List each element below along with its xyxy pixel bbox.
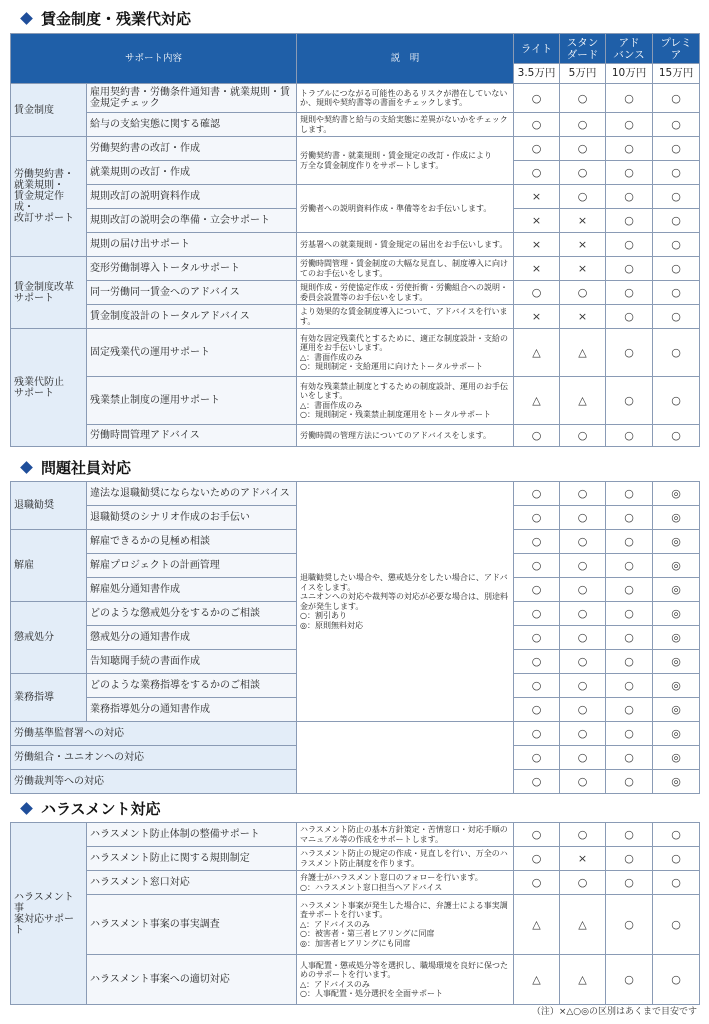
- mark-cell: ○: [606, 161, 653, 185]
- mark-cell: ○: [560, 650, 606, 674]
- mark-cell: ×: [560, 209, 606, 233]
- service-description: ハラスメント防止の基本方針策定・苦情窓口・対応手順のマニュアル等の作成をサポートします。: [297, 823, 514, 847]
- mark-cell: ○: [514, 722, 560, 746]
- mark-cell: ○: [560, 823, 606, 847]
- mark-cell: ○: [514, 626, 560, 650]
- service-description: 労働時間管理・賃金制度の大幅な見直し、制度導入に向けてのお手伝いをします。: [297, 257, 514, 281]
- section-title-problem-employee: [22, 458, 131, 478]
- mark-cell: ○: [606, 847, 653, 871]
- service-item: ハラスメント事案の事実調査: [87, 895, 297, 955]
- mark-cell: ◎: [653, 506, 700, 530]
- shared-description: 退職勧奨したい場合や、懲戒処分をしたい場合に、アドバイスをします。 ユニオンへの対応や裁判等の対応が必要な場合は、別途料金が発生します。 ○：割引あり ◎：原則無料対応: [297, 482, 514, 722]
- mark-cell: ○: [560, 871, 606, 895]
- mark-cell: ○: [560, 626, 606, 650]
- service-item: 固定残業代の運用サポート: [87, 329, 297, 377]
- mark-cell: ○: [653, 185, 700, 209]
- service-item: 雇用契約書・労働条件通知書・就業規則・賃金規定チェック: [87, 84, 297, 113]
- mark-cell: ◎: [653, 578, 700, 602]
- mark-cell: ◎: [653, 530, 700, 554]
- service-item: 規則の届け出サポート: [87, 233, 297, 257]
- mark-cell: ○: [653, 377, 700, 425]
- mark-cell: ○: [514, 698, 560, 722]
- service-item: 懲戒処分の通知書作成: [87, 626, 297, 650]
- blank-description: [297, 722, 514, 794]
- service-description: 労働時間の管理方法についてのアドバイスをします。: [297, 425, 514, 447]
- category-cell: 残業代防止 サポート: [11, 329, 87, 447]
- category-cell: 懲戒処分: [11, 602, 87, 674]
- mark-cell: ○: [653, 895, 700, 955]
- mark-cell: ○: [606, 674, 653, 698]
- mark-cell: ○: [514, 84, 560, 113]
- mark-cell: ○: [514, 554, 560, 578]
- service-item: どのような業務指導をするかのご相談: [87, 674, 297, 698]
- full-row-label: 労働基準監督署への対応: [11, 722, 297, 746]
- mark-cell: ○: [606, 185, 653, 209]
- mark-cell: ○: [606, 823, 653, 847]
- service-description: 規則や契約書と給与の支給実態に差異がないかをチェックします。: [297, 113, 514, 137]
- mark-cell: ◎: [653, 554, 700, 578]
- service-item: 告知聴聞手続の書面作成: [87, 650, 297, 674]
- diamond-bullet-icon: [20, 461, 33, 474]
- mark-cell: △: [560, 329, 606, 377]
- mark-cell: ○: [514, 650, 560, 674]
- category-cell: 退職勧奨: [11, 482, 87, 530]
- mark-cell: ○: [514, 113, 560, 137]
- category-cell: 解雇: [11, 530, 87, 602]
- mark-cell: ○: [606, 482, 653, 506]
- mark-cell: ○: [653, 257, 700, 281]
- service-item: 残業禁止制度の運用サポート: [87, 377, 297, 425]
- mark-cell: ○: [606, 233, 653, 257]
- plan-price: 3.5万円: [514, 64, 560, 84]
- mark-cell: ○: [514, 530, 560, 554]
- service-description: 弁護士がハラスメント窓口のフォローを行います。 ○：ハラスメント窓口担当へアドバイス: [297, 871, 514, 895]
- problem-employee-table: [10, 481, 700, 794]
- category-cell: ハラスメント事 案対応サポート: [11, 823, 87, 1005]
- mark-cell: ○: [560, 770, 606, 794]
- plan-price: 15万円: [653, 64, 700, 84]
- service-item: 就業規則の改訂・作成: [87, 161, 297, 185]
- plan-name: プレミア: [653, 34, 700, 64]
- mark-cell: ○: [514, 871, 560, 895]
- plan-name: スタン ダード: [560, 34, 606, 64]
- mark-cell: ○: [606, 257, 653, 281]
- mark-cell: ○: [653, 113, 700, 137]
- mark-cell: ◎: [653, 770, 700, 794]
- mark-cell: ○: [560, 530, 606, 554]
- service-item: 解雇プロジェクトの計画管理: [87, 554, 297, 578]
- service-description: 労働者への説明資料作成・準備等をお手伝いします。: [297, 185, 514, 233]
- footnote: （注）×△○◎の区別はあくまで目安です: [531, 1007, 697, 1017]
- service-description: 労基署への就業規則・賃金規定の届出をお手伝いします。: [297, 233, 514, 257]
- mark-cell: ◎: [653, 602, 700, 626]
- service-description: より効果的な賃金制度導入について、アドバイスを行います。: [297, 305, 514, 329]
- plan-price: 10万円: [606, 64, 653, 84]
- mark-cell: ○: [606, 530, 653, 554]
- service-item: 給与の支給実態に関する確認: [87, 113, 297, 137]
- mark-cell: ○: [560, 161, 606, 185]
- mark-cell: ○: [514, 137, 560, 161]
- service-item: 退職勧奨のシナリオ作成のお手伝い: [87, 506, 297, 530]
- service-item: 業務指導処分の通知書作成: [87, 698, 297, 722]
- mark-cell: ○: [606, 746, 653, 770]
- mark-cell: ○: [560, 578, 606, 602]
- service-description: ハラスメント防止の規定の作成・見直しを行い、万全のハラスメント防止制度を作ります。: [297, 847, 514, 871]
- mark-cell: ○: [514, 281, 560, 305]
- mark-cell: ◎: [653, 482, 700, 506]
- mark-cell: ◎: [653, 722, 700, 746]
- service-item: 賃金制度設計のトータルアドバイス: [87, 305, 297, 329]
- mark-cell: △: [514, 955, 560, 1005]
- mark-cell: ○: [606, 137, 653, 161]
- service-item: 解雇処分通知書作成: [87, 578, 297, 602]
- mark-cell: ○: [514, 770, 560, 794]
- mark-cell: ○: [606, 770, 653, 794]
- mark-cell: ×: [560, 233, 606, 257]
- service-description: トラブルにつながる可能性のあるリスクが潜在していないか、規則や契約書等の書面をチェックします。: [297, 84, 514, 113]
- mark-cell: ○: [606, 578, 653, 602]
- header-support: サポート内容: [11, 34, 297, 84]
- mark-cell: ○: [560, 425, 606, 447]
- full-row-label: 労働裁判等への対応: [11, 770, 297, 794]
- mark-cell: ○: [653, 425, 700, 447]
- mark-cell: △: [560, 377, 606, 425]
- mark-cell: ○: [653, 823, 700, 847]
- service-description: 労働契約書・就業規則・賃金規定の改訂・作成により 万全な賃金制度作りをサポートします。: [297, 137, 514, 185]
- mark-cell: ○: [560, 602, 606, 626]
- service-item: 労働契約書の改訂・作成: [87, 137, 297, 161]
- category-cell: 業務指導: [11, 674, 87, 722]
- mark-cell: ○: [560, 113, 606, 137]
- category-cell: 労働契約書・ 就業規則・ 賃金規定作成・ 改訂サポート: [11, 137, 87, 257]
- mark-cell: ○: [653, 305, 700, 329]
- service-item: ハラスメント防止に関する規則制定: [87, 847, 297, 871]
- mark-cell: ○: [606, 722, 653, 746]
- section-title-text: 問題社員対応: [41, 459, 132, 477]
- plan-name: アド バンス: [606, 34, 653, 64]
- mark-cell: ○: [606, 650, 653, 674]
- mark-cell: △: [514, 377, 560, 425]
- mark-cell: ○: [514, 602, 560, 626]
- mark-cell: ◎: [653, 650, 700, 674]
- mark-cell: ◎: [653, 698, 700, 722]
- service-item: 同一労働同一賃金へのアドバイス: [87, 281, 297, 305]
- mark-cell: △: [560, 955, 606, 1005]
- mark-cell: ○: [653, 137, 700, 161]
- mark-cell: ×: [514, 305, 560, 329]
- service-item: どのような懲戒処分をするかのご相談: [87, 602, 297, 626]
- service-description: 人事配置・懲戒処分等を選択し、職場環境を良好に保つためのサポートを行います。 △：アドバイスのみ ○：人事配置・処分選択を全面サポート: [297, 955, 514, 1005]
- mark-cell: ◎: [653, 746, 700, 770]
- mark-cell: ○: [606, 281, 653, 305]
- mark-cell: ○: [606, 329, 653, 377]
- mark-cell: ×: [514, 185, 560, 209]
- mark-cell: ○: [606, 602, 653, 626]
- mark-cell: ○: [560, 482, 606, 506]
- mark-cell: ×: [560, 847, 606, 871]
- mark-cell: ○: [653, 161, 700, 185]
- service-description: 有効な残業禁止制度とするための制度設計、運用のお手伝いをします。 △：書面作成のみ ○：規則制定・残業禁止制度運用をトータルサポート: [297, 377, 514, 425]
- mark-cell: ○: [514, 425, 560, 447]
- service-description: 有効な固定残業代とするために、適正な制度設計・支給の運用をお手伝いします。 △：書面作成のみ ○：規則制定・支給運用に向けたトータルサポート: [297, 329, 514, 377]
- mark-cell: ○: [653, 847, 700, 871]
- section-title-wage: [22, 9, 191, 29]
- wage-table: [10, 33, 700, 447]
- plan-price: 5万円: [560, 64, 606, 84]
- service-description: 規則作成・労使協定作成・労使折衝・労働組合への説明・委員会設置等のお手伝いをします。: [297, 281, 514, 305]
- full-row-label: 労働組合・ユニオンへの対応: [11, 746, 297, 770]
- mark-cell: ○: [653, 209, 700, 233]
- mark-cell: ○: [606, 84, 653, 113]
- mark-cell: ○: [653, 281, 700, 305]
- plan-name: ライト: [514, 34, 560, 64]
- header-explain: 説 明: [297, 34, 514, 84]
- mark-cell: ○: [606, 113, 653, 137]
- mark-cell: ○: [514, 823, 560, 847]
- mark-cell: ○: [514, 847, 560, 871]
- mark-cell: ○: [560, 722, 606, 746]
- mark-cell: △: [560, 895, 606, 955]
- mark-cell: ◎: [653, 674, 700, 698]
- mark-cell: ○: [653, 871, 700, 895]
- mark-cell: ○: [560, 698, 606, 722]
- mark-cell: △: [514, 329, 560, 377]
- mark-cell: ○: [653, 84, 700, 113]
- mark-cell: ○: [653, 329, 700, 377]
- mark-cell: ○: [653, 955, 700, 1005]
- mark-cell: ○: [606, 506, 653, 530]
- mark-cell: ○: [606, 425, 653, 447]
- mark-cell: ○: [606, 895, 653, 955]
- mark-cell: ×: [560, 257, 606, 281]
- service-item: 規則改訂の説明会の準備・立会サポート: [87, 209, 297, 233]
- mark-cell: ○: [560, 137, 606, 161]
- service-item: 解雇できるかの見極め相談: [87, 530, 297, 554]
- mark-cell: ○: [560, 506, 606, 530]
- mark-cell: ○: [560, 185, 606, 209]
- service-item: ハラスメント防止体制の整備サポート: [87, 823, 297, 847]
- category-cell: 賃金制度改革 サポート: [11, 257, 87, 329]
- mark-cell: ○: [560, 281, 606, 305]
- mark-cell: ×: [514, 233, 560, 257]
- mark-cell: ○: [560, 746, 606, 770]
- service-item: 変形労働制導入トータルサポート: [87, 257, 297, 281]
- diamond-bullet-icon: [20, 802, 33, 815]
- mark-cell: ○: [606, 377, 653, 425]
- mark-cell: ○: [514, 674, 560, 698]
- mark-cell: ○: [514, 506, 560, 530]
- mark-cell: ○: [514, 482, 560, 506]
- mark-cell: ○: [606, 955, 653, 1005]
- mark-cell: ○: [560, 554, 606, 578]
- mark-cell: ○: [560, 84, 606, 113]
- mark-cell: ○: [606, 554, 653, 578]
- mark-cell: ○: [514, 578, 560, 602]
- mark-cell: ×: [514, 209, 560, 233]
- mark-cell: ○: [606, 209, 653, 233]
- service-item: 違法な退職勧奨にならないためのアドバイス: [87, 482, 297, 506]
- mark-cell: ○: [606, 698, 653, 722]
- service-description: ハラスメント事案が発生した場合に、弁護士による事実調査サポートを行います。 △：アドバイスのみ ○：被害者・第三者ヒアリングに同席 ◎：加害者ヒアリングにも同席: [297, 895, 514, 955]
- mark-cell: △: [514, 895, 560, 955]
- service-item: ハラスメント事案への適切対応: [87, 955, 297, 1005]
- service-item: 規則改訂の説明資料作成: [87, 185, 297, 209]
- mark-cell: ○: [606, 626, 653, 650]
- harassment-table: [10, 822, 700, 1005]
- diamond-bullet-icon: [20, 12, 33, 25]
- section-title-text: 賃金制度・残業代対応: [41, 10, 192, 28]
- mark-cell: ○: [606, 871, 653, 895]
- section-title-text: ハラスメント対応: [41, 800, 161, 818]
- mark-cell: ○: [560, 674, 606, 698]
- category-cell: 賃金制度: [11, 84, 87, 137]
- mark-cell: ×: [514, 257, 560, 281]
- mark-cell: ◎: [653, 626, 700, 650]
- mark-cell: ○: [606, 305, 653, 329]
- mark-cell: ○: [514, 746, 560, 770]
- mark-cell: ○: [653, 233, 700, 257]
- service-item: 労働時間管理アドバイス: [87, 425, 297, 447]
- service-item: ハラスメント窓口対応: [87, 871, 297, 895]
- mark-cell: ×: [560, 305, 606, 329]
- mark-cell: ○: [514, 161, 560, 185]
- section-title-harassment: [22, 799, 161, 819]
